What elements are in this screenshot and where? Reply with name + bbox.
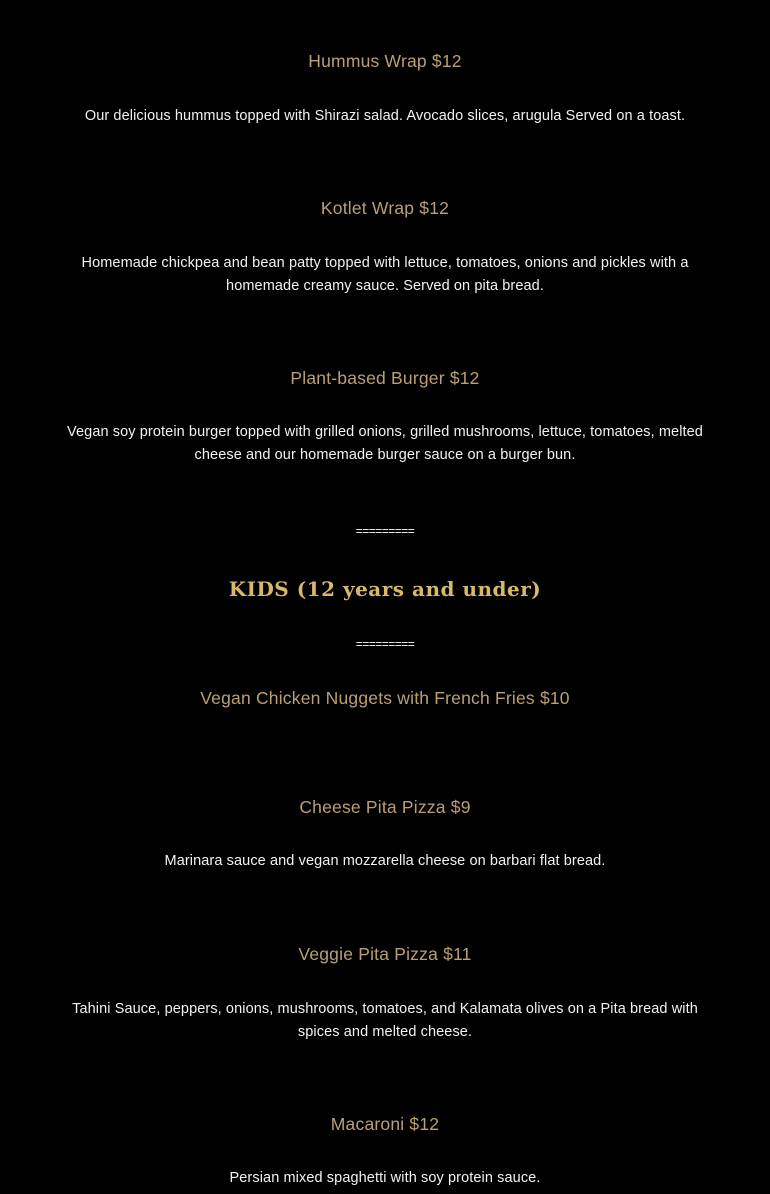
description-line: cheese and our homemade burger sauce on a burger bun. (194, 446, 576, 463)
description-line: spices and melted cheese. (297, 1023, 473, 1040)
menu-item-description (0, 1167, 770, 1190)
description-line: Tahini Sauce, peppers, onions, mushrooms, tomatoes, and Kalamata olives on a Pita bread with (72, 1001, 698, 1017)
menu-item-title: Cheese Pita Pizza $9 (299, 797, 471, 817)
description-line: Persian mixed spaghetti with soy protein sauce. (229, 1170, 541, 1186)
description-line: Homemade chickpea and bean patty topped with lettuce, tomatoes, onions and pickles with a (81, 255, 689, 271)
menu-item-title: Vegan Chicken Nuggets with French Fries $10 (200, 688, 570, 708)
menu-item-description (0, 421, 770, 466)
menu-item-description (0, 252, 770, 297)
menu-item-description (0, 850, 770, 873)
menu-item-description (0, 105, 770, 128)
menu-item-title: Plant-based Burger $12 (290, 368, 480, 388)
menu-item-title: Veggie Pita Pizza $11 (298, 944, 472, 964)
section-divider-top: ========= (355, 524, 415, 538)
kids-section-heading: KIDS (12 years and under) (228, 577, 542, 601)
menu-item-title: Kotlet Wrap $12 (320, 198, 450, 218)
menu-item-title: Macaroni $12 (330, 1114, 440, 1134)
description-line: Our delicious hummus topped with Shirazi salad. Avocado slices, arugula Served on a toast. (84, 108, 686, 124)
menu-item-title: Hummus Wrap $12 (308, 51, 462, 71)
description-line: homemade creamy sauce. Served on pita bread. (226, 277, 544, 294)
description-line: Marinara sauce and vegan mozzarella cheese on barbari flat bread. (164, 853, 606, 869)
menu-item-description (0, 998, 770, 1043)
description-line: Vegan soy protein burger topped with grilled onions, grilled mushrooms, lettuce, tomatoes, melted (67, 424, 703, 440)
section-divider-bottom: ========= (355, 637, 415, 651)
